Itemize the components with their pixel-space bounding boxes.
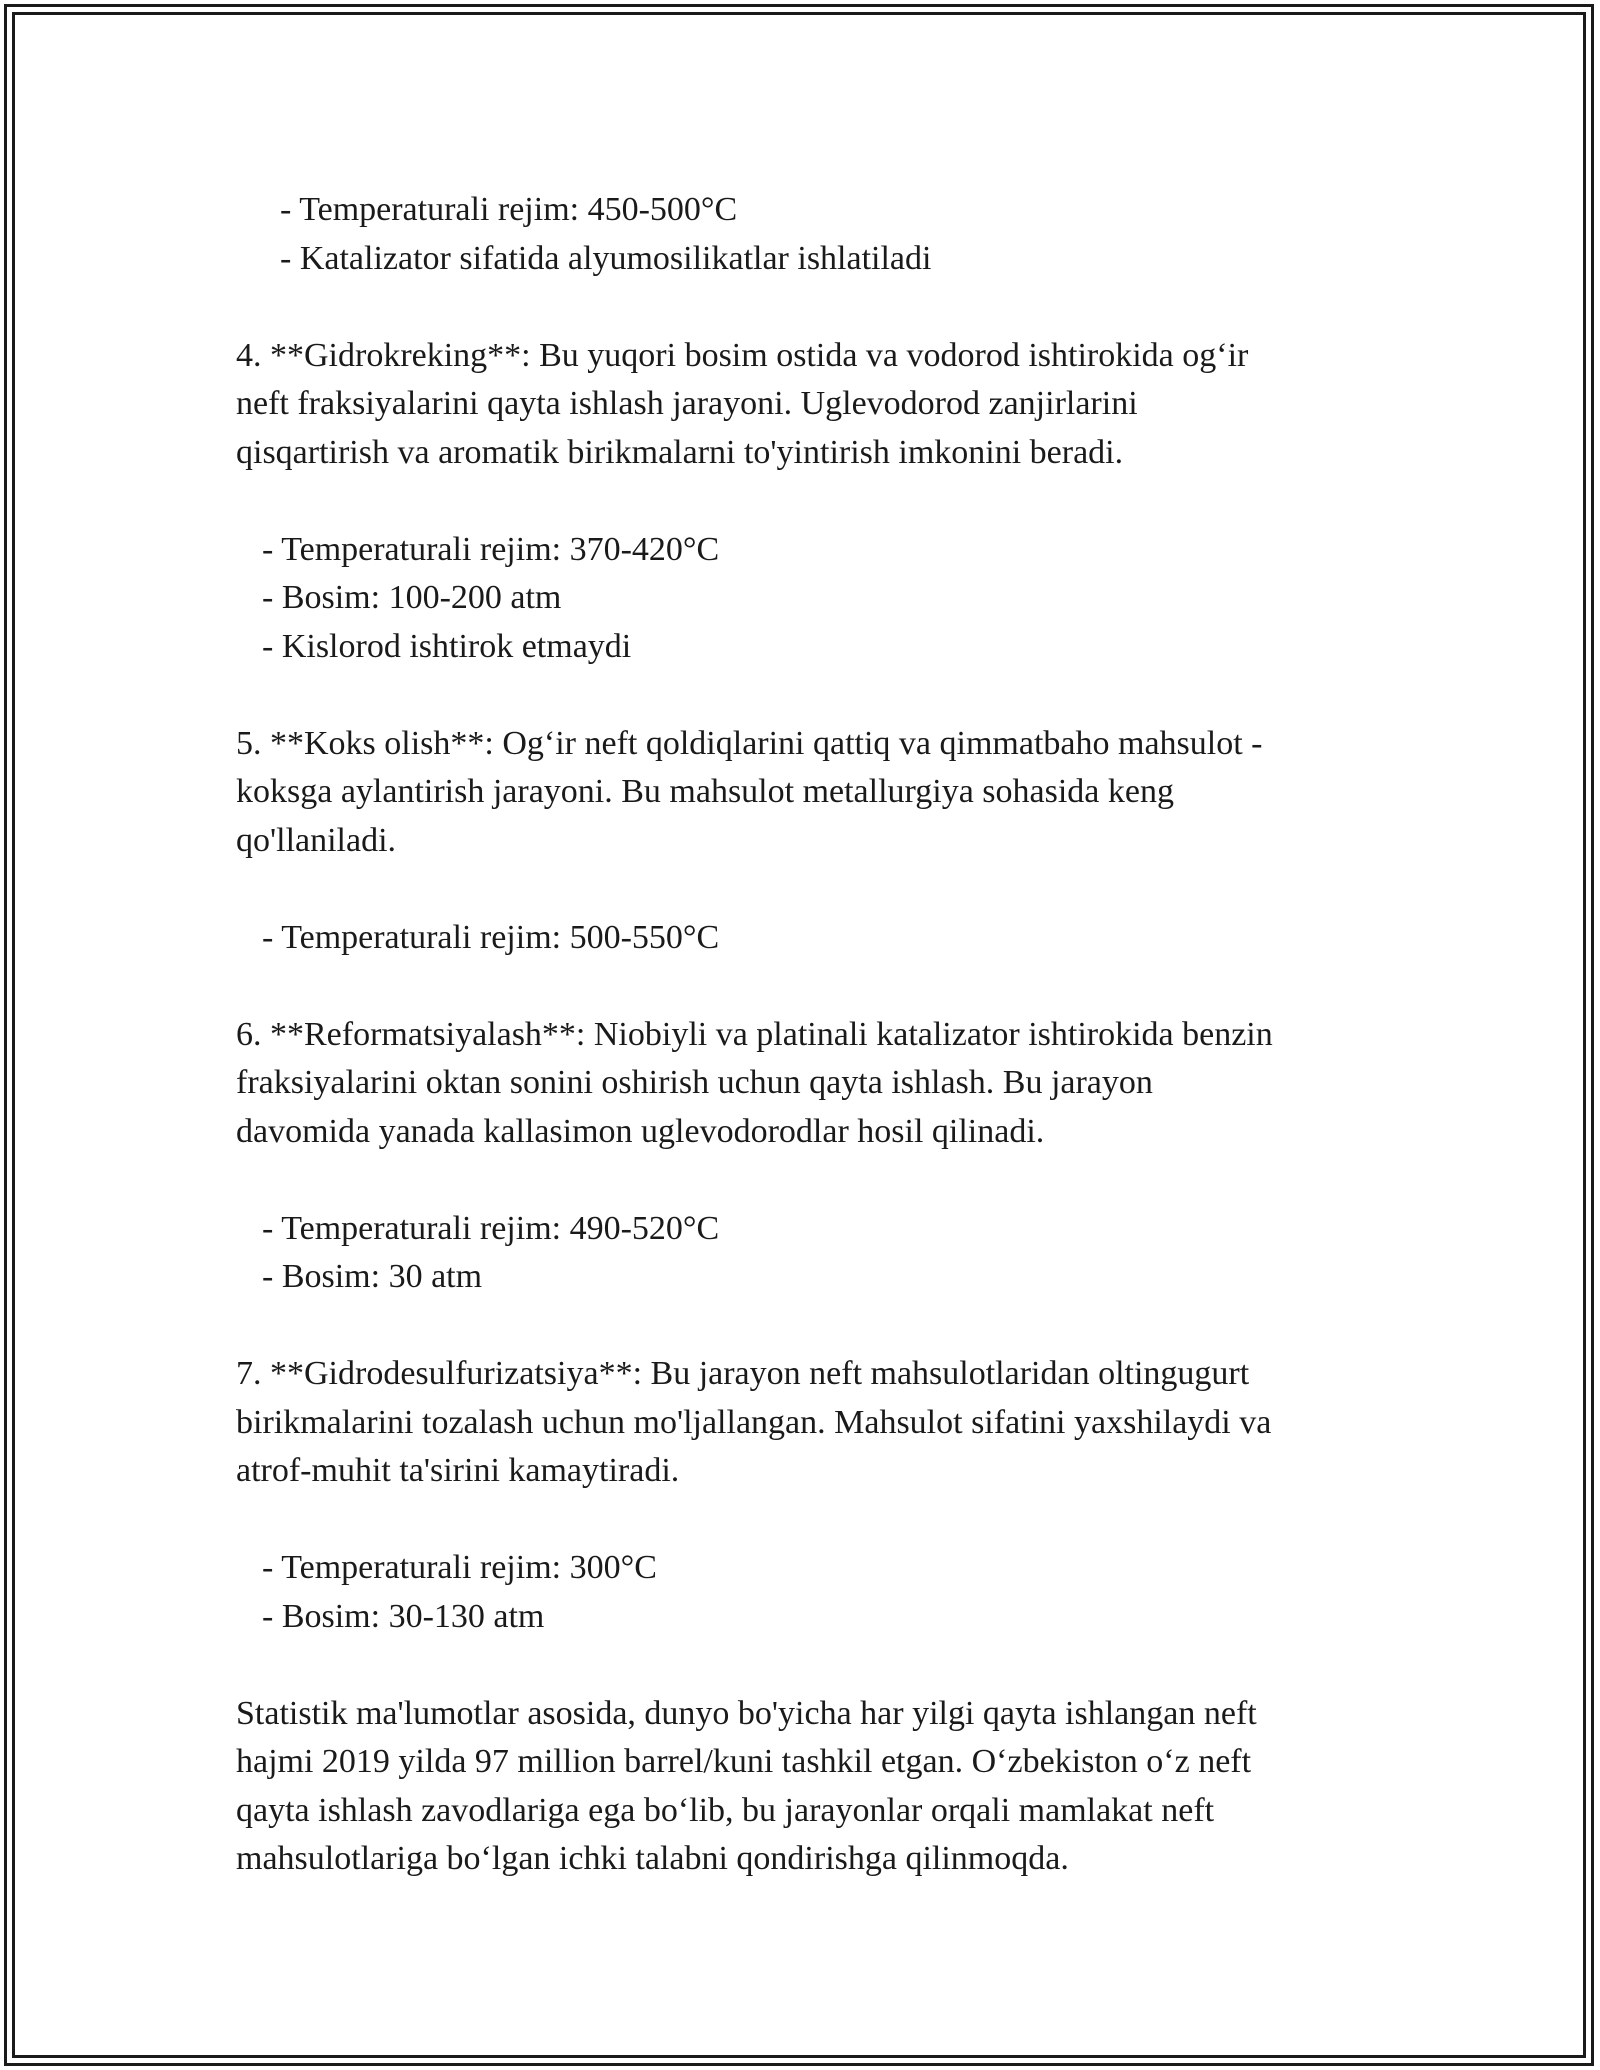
spacer — [236, 1156, 1366, 1205]
paragraph-line: 5. **Koks olish**: Og‘ir neft qoldiqlarini qattiq va qimmatbaho mahsulot - — [236, 724, 1263, 762]
bullet-item: - Kislorod ishtirok etmaydi — [262, 627, 632, 665]
spacer — [236, 1496, 1366, 1545]
bullet-item: - Temperaturali rejim: 370-420°C — [262, 530, 720, 568]
paragraph-line: 7. **Gidrodesulfurizatsiya**: Bu jarayon neft mahsulotlaridan oltingugurt — [236, 1355, 1250, 1392]
paragraph-line: neft fraksiyalarini qayta ishlash jarayoni. Uglevodorod zanjirlarini — [236, 385, 1138, 422]
conclusion-line: qayta ishlash zavodlariga ega bo‘lib, bu jarayonlar orqali mamlakat neft — [236, 1791, 1215, 1829]
spacer — [236, 477, 1366, 526]
bullet-item: - Temperaturali rejim: 450-500°C — [280, 191, 738, 228]
conclusion-line: Statistik ma'lumotlar asosida, dunyo bo'yicha har yilgi qayta ishlangan neft — [236, 1694, 1257, 1732]
spacer — [236, 1302, 1366, 1351]
spacer — [236, 1641, 1366, 1690]
paragraph-line: birikmalarini tozalash uchun mo'ljallangan. Mahsulot sifatini yaxshilaydi va — [236, 1403, 1272, 1441]
bullet-item: - Temperaturali rejim: 300°C — [262, 1549, 657, 1586]
conclusion-line: hajmi 2019 yilda 97 million barrel/kuni tashkil etgan. O‘zbekiston o‘z neft — [236, 1743, 1252, 1780]
bullet-item: - Bosim: 30 atm — [262, 1258, 483, 1295]
document-body — [236, 186, 1366, 1884]
spacer — [236, 671, 1366, 720]
spacer — [236, 283, 1366, 332]
bullet-item: - Bosim: 30-130 atm — [262, 1597, 545, 1635]
bullet-item: - Temperaturali rejim: 490-520°C — [262, 1209, 720, 1247]
paragraph-line: 4. **Gidrokreking**: Bu yuqori bosim ostida va vodorod ishtirokida og‘ir — [236, 336, 1249, 374]
spacer — [236, 962, 1366, 1011]
paragraph-line: 6. **Reformatsiyalash**: Niobiyli va platinali katalizator ishtirokida benzin — [236, 1015, 1273, 1053]
paragraph-line: qisqartirish va aromatik birikmalarni to'yintirish imkonini beradi. — [236, 433, 1124, 471]
paragraph-line: fraksiyalarini oktan sonini oshirish uchun qayta ishlash. Bu jarayon — [236, 1064, 1153, 1101]
conclusion-line: mahsulotlariga bo‘lgan ichki talabni qondirishga qilinmoqda. — [236, 1840, 1069, 1877]
bullet-item: - Bosim: 100-200 atm — [262, 579, 562, 616]
paragraph-line: atrof-muhit ta'sirini kamaytiradi. — [236, 1452, 680, 1489]
paragraph-line: koksga aylantirish jarayoni. Bu mahsulot metallurgiya sohasida keng — [236, 773, 1174, 810]
bullet-item: - Temperaturali rejim: 500-550°C — [262, 918, 720, 956]
spacer — [236, 865, 1366, 914]
bullet-item: - Katalizator sifatida alyumosilikatlar ishlatiladi — [280, 239, 932, 277]
paragraph-line: davomida yanada kallasimon uglevodorodlar hosil qilinadi. — [236, 1112, 1045, 1150]
paragraph-line: qo'llaniladi. — [236, 821, 397, 859]
